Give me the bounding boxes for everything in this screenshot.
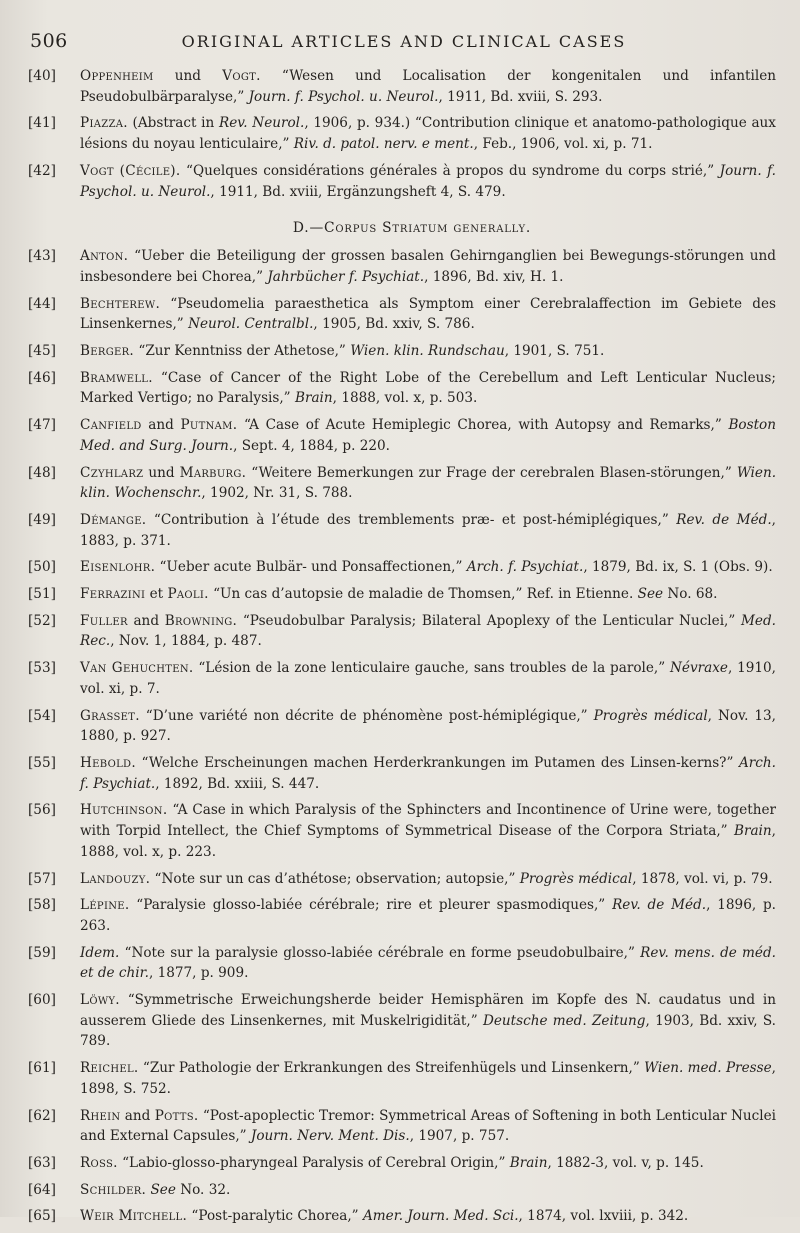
reference-citation: , 1911, Bd. xviii, Ergänzungsheft 4, S. 479.	[210, 183, 506, 200]
reference-citation: , 1903, Bd. xxiv, S. 789.	[80, 1012, 776, 1050]
reference-number: [62]	[28, 1107, 56, 1124]
reference-entry	[28, 161, 776, 202]
reference-title: “Zur Kenntniss der Athetose,”	[134, 343, 351, 360]
reference-title: “Note sur un cas d’athétose; observation; autopsie,”	[150, 870, 520, 887]
reference-author: Rhein	[80, 1107, 121, 1124]
reference-entry	[28, 800, 776, 862]
reference-title: “Zur Pathologie der Erkrankungen des Streifenhügels und Linsenkern,”	[138, 1060, 645, 1077]
reference-journal: Rev. de Méd.	[612, 897, 707, 914]
reference-entry	[28, 415, 776, 456]
reference-author: Weir Mitchell.	[80, 1208, 188, 1225]
reference-citation: , 1878, vol. vi, p. 79.	[632, 870, 773, 887]
reference-citation: , 1883, p. 371.	[80, 511, 776, 549]
reference-journal: Riv. d. patol. nerv. e ment.	[293, 136, 474, 153]
reference-citation: , 1905, Bd. xxiv, S. 786.	[313, 316, 475, 333]
reference-entry	[28, 246, 776, 287]
reference-journal: Brain	[509, 1154, 548, 1171]
reference-citation: , 1892, Bd. xxiii, S. 447.	[155, 775, 320, 792]
reference-author: Browning.	[164, 612, 238, 629]
reference-author: Löwy.	[80, 992, 120, 1009]
reference-title: “Quelques considérations générales à propos du syndrome du corps strié,”	[180, 162, 720, 179]
reference-entry	[28, 463, 777, 504]
reference-list	[0, 66, 800, 1233]
reference-title: “Ueber acute Bulbär- und Ponsaffectionen,”	[155, 559, 467, 576]
reference-entry	[28, 1180, 776, 1201]
reference-title: “Contribution à l’étude des tremblements præ- et post-hémiplégiques,”	[146, 511, 677, 528]
reference-title: “Pseudomelia paraesthetica als Symptom einer Cerebralaffection im Gebiete des Linsenkernes,”	[80, 295, 776, 333]
reference-citation: , 1879, Bd. ix, S. 1 (Obs. 9).	[583, 559, 773, 576]
reference-journal: Med. Rec.	[80, 612, 776, 650]
reference-title: “Post-paralytic Chorea,”	[187, 1208, 363, 1225]
reference-number: [54]	[28, 707, 56, 724]
reference-entry	[28, 510, 776, 551]
reference-number: [57]	[28, 870, 56, 887]
reference-journal: Journ. f. Psychol. u. Neurol.	[248, 88, 439, 105]
reference-author: Vogt.	[222, 68, 261, 84]
reference-title: “Paralysie glosso-labiée cérébrale; rire et pleurer spasmodiques,”	[129, 897, 613, 914]
reference-author: Reichel.	[80, 1060, 139, 1077]
reference-journal: See	[637, 586, 664, 603]
reference-entry	[28, 66, 776, 107]
reference-number: [56]	[28, 802, 56, 819]
reference-number: [51]	[28, 586, 56, 603]
reference-idem: Idem.	[80, 944, 120, 961]
reference-entry	[28, 584, 776, 605]
reference-citation: , 1888, vol. x, p. 223.	[80, 823, 776, 860]
running-title: ORIGINAL ARTICLES AND CLINICAL CASES	[181, 32, 627, 51]
reference-author: Ross.	[80, 1154, 118, 1171]
reference-author: Bramwell.	[80, 369, 153, 386]
reference-journal: Rev. Neurol.	[218, 115, 305, 132]
reference-journal: Progrès médical	[519, 870, 633, 887]
reference-number: [50]	[28, 559, 56, 576]
reference-journal: Boston Med. and Surg. Journ.	[80, 417, 776, 454]
reference-citation: , Sept. 4, 1884, p. 220.	[233, 437, 391, 454]
reference-author: Berger.	[80, 343, 135, 360]
reference-journal: Journ. Nerv. Ment. Dis.	[250, 1128, 410, 1145]
reference-journal: Rev. de Méd.	[676, 511, 772, 528]
reference-journal: Deutsche med. Zeitung	[482, 1012, 646, 1029]
reference-number: [65]	[28, 1208, 56, 1225]
reference-citation: , 1907, p. 757.	[409, 1128, 510, 1145]
reference-author: Potts.	[154, 1107, 199, 1124]
reference-title: “Post-apoplectic Tremor: Symmetrical Areas of Softening in both Lenticular Nuclei and External Capsules,”	[80, 1107, 776, 1145]
reference-number: [42]	[28, 162, 56, 179]
reference-title: “Pseudobulbar Paralysis; Bilateral Apoplexy of the Lenticular Nuclei,”	[237, 612, 741, 629]
reference-author: Putnam.	[180, 417, 238, 434]
reference-number: [55]	[28, 754, 56, 771]
reference-entry	[28, 658, 777, 699]
reference-journal: See	[150, 1181, 176, 1198]
reference-citation: , 1911, Bd. xviii, S. 293.	[438, 88, 603, 105]
reference-author: Démange.	[80, 511, 147, 528]
reference-title: (Abstract in	[127, 115, 219, 132]
reference-journal: Wien. klin. Wochenschr.	[80, 464, 777, 502]
reference-author: Ferrazini	[80, 586, 146, 603]
reference-citation: , 1888, vol. x, p. 503.	[332, 390, 478, 407]
reference-title: “A Case of Acute Hemiplegic Chorea, with Autopsy and Remarks,”	[237, 417, 729, 434]
reference-author: Hutchinson.	[80, 802, 168, 819]
reference-journal: Arch. f. Psychiat.	[80, 754, 776, 792]
reference-citation: , 1898, S. 752.	[80, 1060, 776, 1097]
reference-title: “Ueber die Beteiligung der grossen basalen Gehirnganglien bei Bewegungs-störungen und insbesondere bei Chorea,”	[80, 248, 776, 285]
reference-journal: Progrès médical	[593, 707, 708, 724]
reference-entry	[28, 1153, 776, 1174]
reference-number: [47]	[28, 417, 56, 434]
reference-journal: Wien. med. Presse	[644, 1060, 772, 1077]
reference-entry	[28, 706, 776, 747]
reference-author: Fuller	[80, 612, 128, 629]
reference-number: [58]	[28, 897, 56, 914]
reference-journal: Amer. Journ. Med. Sci.	[362, 1208, 519, 1225]
reference-citation: , 1896, p. 263.	[80, 897, 777, 934]
section-heading: D.—Corpus Striatum generally.	[292, 220, 532, 237]
reference-entry	[28, 990, 776, 1052]
reference-entry	[28, 943, 776, 984]
reference-author: Van Gehuchten.	[80, 660, 194, 677]
reference-entry	[28, 869, 776, 890]
reference-journal: Wien. klin. Rundschau	[350, 343, 505, 360]
reference-citation: , 1896, Bd. xiv, H. 1.	[424, 268, 564, 285]
reference-title: “Wesen und Localisation der kongenitalen und infantilen Pseudobulbärparalyse,”	[80, 68, 776, 105]
reference-number: [44]	[28, 295, 56, 312]
reference-entry	[28, 1058, 776, 1099]
reference-entry	[28, 1106, 776, 1147]
reference-entry	[28, 341, 776, 362]
reference-citation: , 1882-3, vol. v, p. 145.	[547, 1154, 704, 1171]
reference-conjunction: und	[143, 464, 180, 481]
reference-author: Bechterew.	[80, 295, 161, 312]
reference-number: [64]	[28, 1181, 56, 1198]
reference-citation: , 1877, p. 909.	[148, 965, 249, 982]
reference-citation: , Nov. 13, 1880, p. 927.	[80, 707, 776, 745]
reference-journal: Rev. mens. de méd. et de chir.	[80, 944, 776, 982]
reference-conjunction: and	[127, 612, 165, 629]
reference-number: [41]	[28, 115, 56, 132]
reference-entry	[28, 294, 776, 335]
reference-citation: , 1906, p. 934.) “Contribution clinique et anatomo-pathologique aux lésions du noyau lenticulaire,”	[80, 115, 776, 153]
reference-number: [61]	[28, 1060, 56, 1077]
reference-author: Canfield	[80, 417, 142, 434]
reference-author: Lépine.	[80, 897, 130, 914]
reference-title: “Labio-glosso-pharyngeal Paralysis of Cerebral Origin,”	[117, 1154, 510, 1171]
reference-title: “Note sur la paralysie glosso-labiée cérébrale en forme pseudobulbaire,”	[119, 944, 641, 961]
reference-number: [40]	[28, 68, 56, 84]
reference-entry	[28, 895, 777, 936]
reference-number: [43]	[28, 248, 56, 265]
reference-title: “A Case in which Paralysis of the Sphincters and Incontinence of Urine were, together with Torpid Intellect, the Chief Symptoms of Symmetrical Disease of the Corpora Striata,”	[80, 802, 776, 840]
reference-title: “Welche Erscheinungen machen Herderkrankungen im Putamen des Linsen-kerns?”	[135, 754, 739, 771]
reference-number: [63]	[28, 1154, 56, 1171]
page-header	[30, 30, 778, 56]
reference-title: “Weitere Bemerkungen zur Frage der cerebralen Blasen-störungen,”	[246, 464, 737, 481]
reference-conjunction: and	[141, 417, 181, 434]
reference-number: [49]	[28, 511, 56, 528]
reference-conjunction: and	[120, 1107, 155, 1124]
reference-conjunction: und	[153, 68, 223, 84]
reference-author: Anton.	[80, 248, 129, 265]
reference-number: [46]	[28, 369, 56, 386]
reference-entry	[28, 753, 776, 794]
reference-journal: Neurol. Centralbl.	[188, 316, 314, 333]
reference-author: Eisenlohr.	[80, 559, 156, 576]
reference-author: Oppenheim	[80, 68, 154, 84]
reference-author: Hebold.	[80, 754, 136, 771]
reference-author: Czyhlarz	[80, 464, 144, 481]
reference-number: [60]	[28, 992, 56, 1009]
reference-author: Vogt (Cécile).	[80, 162, 181, 179]
reference-title: “Lésion de la zone lenticulaire gauche, sans troubles de la parole,”	[193, 660, 671, 677]
reference-citation: , Feb., 1906, vol. xi, p. 71.	[473, 136, 653, 153]
reference-title: “Case of Cancer of the Right Lobe of the Cerebellum and Left Lenticular Nucleus; Marked Vertigo; no Paralysis,”	[80, 369, 776, 407]
reference-entry	[28, 368, 776, 409]
reference-author: Schilder.	[80, 1181, 147, 1198]
reference-group-c	[0, 66, 800, 202]
reference-citation: No. 68.	[663, 586, 718, 603]
reference-title: “Symmetrische Erweichungsherde beider Hemisphären im Kopfe des N. caudatus und in ausserem Gliede des Linsenkernes, mit Muskelrigidität,”	[80, 992, 776, 1029]
reference-entry	[28, 611, 776, 652]
reference-journal: Jahrbücher f. Psychiat.	[267, 268, 425, 285]
reference-journal: Brain	[294, 390, 333, 407]
reference-citation: , 1902, Nr. 31, S. 788.	[201, 485, 353, 502]
reference-journal: Journ. f. Psychol. u. Neurol.	[80, 162, 776, 200]
reference-number: [45]	[28, 343, 56, 360]
reference-number: [53]	[28, 660, 56, 677]
reference-author: Piazza.	[80, 115, 128, 132]
reference-author: Grasset.	[80, 707, 140, 724]
reference-author: Paoli.	[167, 586, 209, 603]
reference-citation: , 1874, vol. lxviii, p. 342.	[518, 1208, 689, 1225]
reference-journal: Brain	[733, 823, 772, 840]
reference-title: “D’une variété non décrite de phénomène post-hémiplégique,”	[139, 707, 594, 724]
reference-number: [59]	[28, 944, 56, 961]
reference-group-d	[0, 246, 800, 1227]
reference-number: [48]	[28, 464, 56, 481]
reference-conjunction: et	[145, 586, 168, 603]
reference-entry	[28, 113, 776, 154]
reference-author: Landouzy.	[80, 870, 151, 887]
reference-citation: , Nov. 1, 1884, p. 487.	[110, 633, 262, 650]
reference-title: “Un cas d’autopsie de maladie de Thomsen,” Ref. in Etienne.	[208, 586, 638, 603]
reference-entry	[28, 557, 776, 578]
reference-journal: Arch. f. Psychiat.	[466, 559, 584, 576]
reference-journal: Névraxe	[670, 660, 728, 677]
reference-citation: , 1901, S. 751.	[504, 343, 605, 360]
reference-author: Marburg.	[179, 464, 247, 481]
reference-number: [52]	[28, 612, 56, 629]
reference-citation: , 1910, vol. xi, p. 7.	[80, 660, 777, 697]
reference-citation: No. 32.	[175, 1181, 231, 1198]
page-number: 506	[30, 30, 68, 52]
